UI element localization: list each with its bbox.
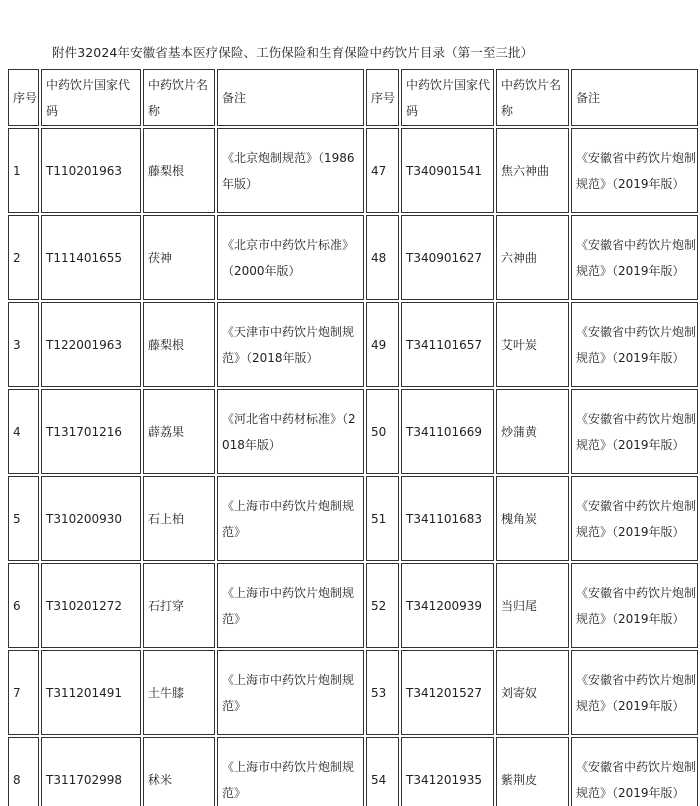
table-row bbox=[8, 650, 698, 735]
header-serial-left: 序号 bbox=[8, 69, 39, 126]
right-code-cell bbox=[401, 215, 494, 300]
right-note-cell bbox=[571, 389, 698, 474]
right-no-text: 52 bbox=[371, 598, 387, 613]
right-note-cell bbox=[571, 128, 698, 213]
right-code-text: T341200939 bbox=[406, 598, 483, 613]
left-code-cell bbox=[41, 563, 141, 648]
right-note-cell bbox=[571, 302, 698, 387]
left-note-text: 《上海市中药饮片炮制规范》 bbox=[222, 759, 355, 800]
right-code-cell bbox=[401, 389, 494, 474]
right-name-text: 刘寄奴 bbox=[501, 685, 538, 700]
left-code-cell bbox=[41, 302, 141, 387]
left-note-cell bbox=[217, 650, 364, 735]
left-note-cell bbox=[217, 389, 364, 474]
left-code-text: T310201272 bbox=[46, 598, 123, 613]
right-code-text: T341201527 bbox=[406, 685, 483, 700]
left-code-text: T111401655 bbox=[46, 250, 123, 265]
left-note-text: 《河北省中药材标准》（2018年版） bbox=[222, 411, 356, 452]
right-code-text: T340901627 bbox=[406, 250, 483, 265]
left-serial-cell bbox=[8, 302, 39, 387]
left-no-text: 2 bbox=[13, 250, 21, 265]
left-note-cell bbox=[217, 302, 364, 387]
left-code-text: T311702998 bbox=[46, 772, 123, 787]
right-name-cell bbox=[496, 476, 569, 561]
left-note-cell bbox=[217, 563, 364, 648]
right-name-cell bbox=[496, 302, 569, 387]
left-name-text: 石打穿 bbox=[148, 598, 185, 613]
right-code-text: T341101669 bbox=[406, 424, 483, 439]
right-name-cell bbox=[496, 389, 569, 474]
table-header-row bbox=[8, 69, 698, 126]
header-code-left: 中药饮片国家代码 bbox=[41, 69, 141, 126]
right-note-text: 《安徽省中药饮片炮制规范》（2019年版） bbox=[576, 672, 697, 713]
right-name-cell bbox=[496, 215, 569, 300]
left-name-cell bbox=[143, 476, 215, 561]
left-name-cell bbox=[143, 389, 215, 474]
table-row bbox=[8, 302, 698, 387]
right-name-text: 紫荆皮 bbox=[501, 772, 538, 787]
left-no-text: 1 bbox=[13, 163, 21, 178]
right-note-text: 《安徽省中药饮片炮制规范》（2019年版） bbox=[576, 324, 697, 365]
right-note-cell bbox=[571, 650, 698, 735]
right-note-cell bbox=[571, 476, 698, 561]
left-serial-cell bbox=[8, 563, 39, 648]
table-row bbox=[8, 737, 698, 806]
right-code-cell bbox=[401, 563, 494, 648]
left-code-cell bbox=[41, 737, 141, 806]
right-name-text: 当归尾 bbox=[501, 598, 538, 613]
left-name-cell bbox=[143, 215, 215, 300]
left-serial-cell bbox=[8, 128, 39, 213]
right-code-text: T341101683 bbox=[406, 511, 483, 526]
left-no-text: 6 bbox=[13, 598, 21, 613]
right-note-text: 《安徽省中药饮片炮制规范》（2019年版） bbox=[576, 498, 697, 539]
header-name-right: 中药饮片名称 bbox=[496, 69, 569, 126]
header-serial-right: 序号 bbox=[366, 69, 399, 126]
left-name-text: 藤梨根 bbox=[148, 163, 185, 178]
left-serial-cell bbox=[8, 389, 39, 474]
left-note-cell bbox=[217, 737, 364, 806]
left-name-cell bbox=[143, 650, 215, 735]
left-note-text: 《北京市中药饮片标准》（2000年版） bbox=[222, 237, 355, 278]
left-code-text: T131701216 bbox=[46, 424, 123, 439]
right-code-cell bbox=[401, 476, 494, 561]
right-note-cell bbox=[571, 215, 698, 300]
left-code-cell bbox=[41, 476, 141, 561]
header-code-right: 中药饮片国家代码 bbox=[401, 69, 494, 126]
left-note-text: 《天津市中药饮片炮制规范》（2018年版） bbox=[222, 324, 355, 365]
right-name-cell bbox=[496, 128, 569, 213]
right-code-text: T340901541 bbox=[406, 163, 483, 178]
left-note-cell bbox=[217, 215, 364, 300]
right-serial-cell bbox=[366, 389, 399, 474]
right-code-cell bbox=[401, 650, 494, 735]
left-name-text: 土牛膝 bbox=[148, 685, 185, 700]
left-no-text: 5 bbox=[13, 511, 21, 526]
right-no-text: 48 bbox=[371, 250, 387, 265]
right-note-text: 《安徽省中药饮片炮制规范》（2019年版） bbox=[576, 759, 697, 800]
right-note-text: 《安徽省中药饮片炮制规范》（2019年版） bbox=[576, 237, 697, 278]
left-name-cell bbox=[143, 128, 215, 213]
left-note-cell bbox=[217, 128, 364, 213]
right-serial-cell bbox=[366, 128, 399, 213]
right-code-text: T341201935 bbox=[406, 772, 483, 787]
document-title: 附件32024年安徽省基本医疗保险、工伤保险和生育保险中药饮片目录（第一至三批） bbox=[52, 45, 534, 60]
left-code-cell bbox=[41, 650, 141, 735]
left-name-cell bbox=[143, 302, 215, 387]
right-note-text: 《安徽省中药饮片炮制规范》（2019年版） bbox=[576, 411, 697, 452]
left-code-text: T122001963 bbox=[46, 337, 123, 352]
right-name-text: 焦六神曲 bbox=[501, 163, 550, 178]
left-name-text: 藤梨根 bbox=[148, 337, 185, 352]
left-serial-cell bbox=[8, 650, 39, 735]
right-code-cell bbox=[401, 737, 494, 806]
right-name-cell bbox=[496, 563, 569, 648]
left-no-text: 3 bbox=[13, 337, 21, 352]
table-row bbox=[8, 128, 698, 213]
left-no-text: 7 bbox=[13, 685, 21, 700]
left-no-text: 4 bbox=[13, 424, 21, 439]
right-serial-cell bbox=[366, 563, 399, 648]
header-name-left: 中药饮片名称 bbox=[143, 69, 215, 126]
left-name-text: 茯神 bbox=[148, 250, 173, 265]
table-row bbox=[8, 215, 698, 300]
left-code-cell bbox=[41, 389, 141, 474]
right-code-text: T341101657 bbox=[406, 337, 483, 352]
left-name-cell bbox=[143, 737, 215, 806]
header-note-right: 备注 bbox=[571, 69, 698, 126]
right-code-cell bbox=[401, 302, 494, 387]
left-serial-cell bbox=[8, 215, 39, 300]
right-no-text: 50 bbox=[371, 424, 387, 439]
right-name-text: 六神曲 bbox=[501, 250, 538, 265]
right-note-text: 《安徽省中药饮片炮制规范》（2019年版） bbox=[576, 150, 697, 191]
right-no-text: 51 bbox=[371, 511, 387, 526]
right-code-cell bbox=[401, 128, 494, 213]
table-row bbox=[8, 563, 698, 648]
left-note-cell bbox=[217, 476, 364, 561]
left-name-text: 秫米 bbox=[148, 772, 173, 787]
left-name-cell bbox=[143, 563, 215, 648]
left-note-text: 《上海市中药饮片炮制规范》 bbox=[222, 672, 355, 713]
right-serial-cell bbox=[366, 476, 399, 561]
right-name-cell bbox=[496, 650, 569, 735]
right-no-text: 49 bbox=[371, 337, 387, 352]
herbal-catalog-table bbox=[6, 67, 700, 806]
right-no-text: 47 bbox=[371, 163, 387, 178]
left-serial-cell bbox=[8, 476, 39, 561]
right-note-cell bbox=[571, 737, 698, 806]
left-code-cell bbox=[41, 128, 141, 213]
right-serial-cell bbox=[366, 302, 399, 387]
left-code-cell bbox=[41, 215, 141, 300]
right-serial-cell bbox=[366, 215, 399, 300]
left-note-text: 《上海市中药饮片炮制规范》 bbox=[222, 585, 355, 626]
table-row bbox=[8, 389, 698, 474]
left-name-text: 石上柏 bbox=[148, 511, 185, 526]
right-no-text: 54 bbox=[371, 772, 387, 787]
right-name-text: 槐角炭 bbox=[501, 511, 538, 526]
right-name-text: 艾叶炭 bbox=[501, 337, 538, 352]
right-name-cell bbox=[496, 737, 569, 806]
left-no-text: 8 bbox=[13, 772, 21, 787]
right-no-text: 53 bbox=[371, 685, 387, 700]
right-note-text: 《安徽省中药饮片炮制规范》（2019年版） bbox=[576, 585, 697, 626]
left-note-text: 《北京炮制规范》（1986年版） bbox=[222, 150, 355, 191]
left-code-text: T310200930 bbox=[46, 511, 123, 526]
left-note-text: 《上海市中药饮片炮制规范》 bbox=[222, 498, 355, 539]
right-serial-cell bbox=[366, 650, 399, 735]
table-row bbox=[8, 476, 698, 561]
left-code-text: T311201491 bbox=[46, 685, 123, 700]
left-name-text: 薜荔果 bbox=[148, 424, 185, 439]
right-note-cell bbox=[571, 563, 698, 648]
header-note-left: 备注 bbox=[217, 69, 364, 126]
right-serial-cell bbox=[366, 737, 399, 806]
right-name-text: 炒蒲黄 bbox=[501, 424, 538, 439]
left-code-text: T110201963 bbox=[46, 163, 123, 178]
left-serial-cell bbox=[8, 737, 39, 806]
